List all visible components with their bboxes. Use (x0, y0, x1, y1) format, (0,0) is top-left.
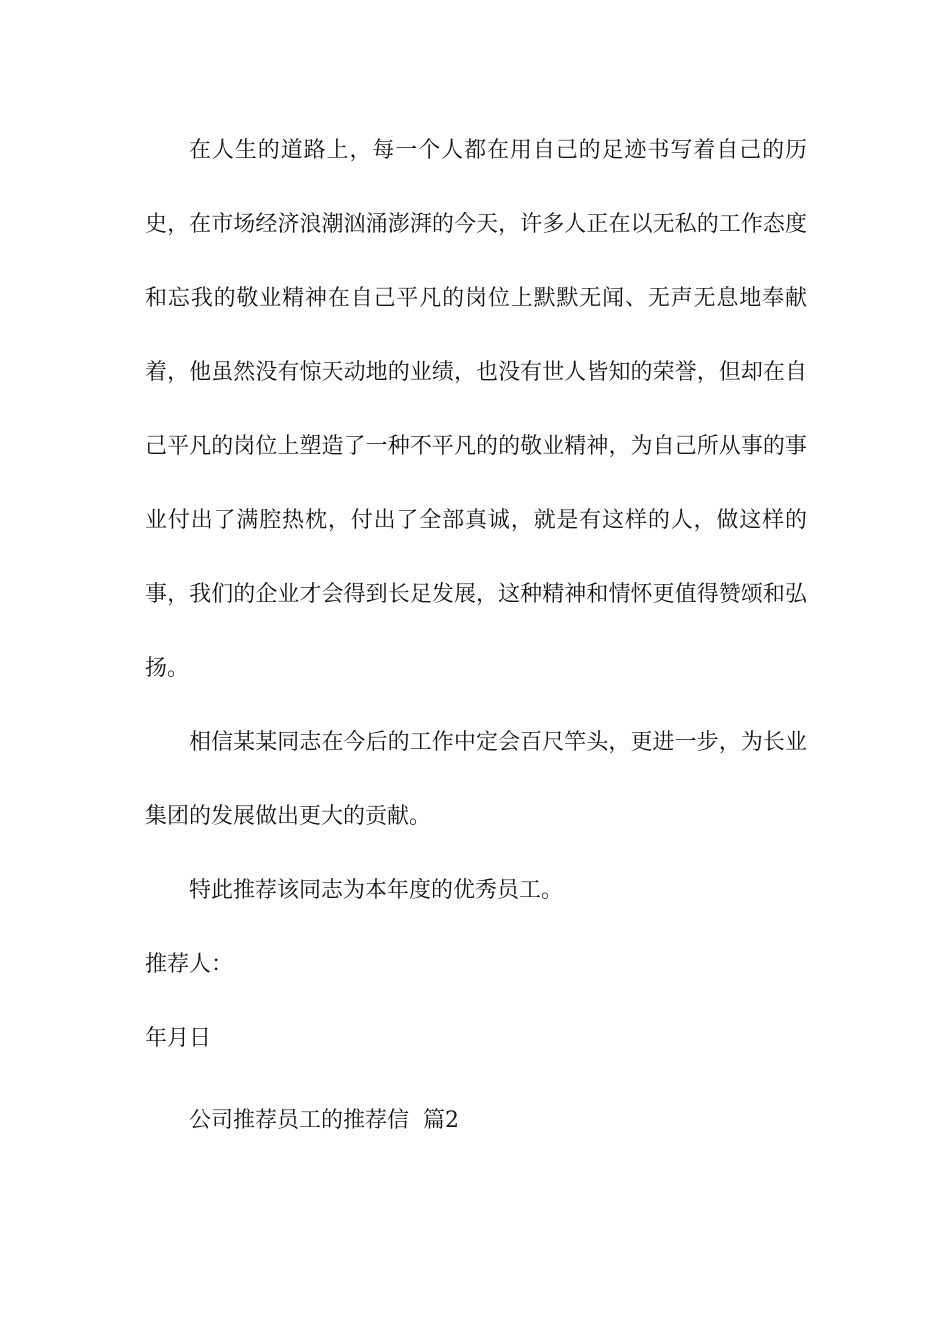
body-paragraph-2: 相信某某同志在今后的工作中定会百尺竿头，更进一步，为长业集团的发展做出更大的贡献。 (145, 730, 807, 829)
body-paragraph-3: 特此推荐该同志为本年度的优秀员工。 (189, 878, 564, 903)
date-label: 年月日 (145, 1026, 212, 1051)
recommender-label: 推荐人： (145, 952, 234, 977)
section-title: 公司推荐员工的推荐信 篇2 (189, 1108, 459, 1133)
body-paragraph-1: 在人生的道路上，每一个人都在用自己的足迹书写着自己的历史，在市场经济浪潮汹涌澎湃的今天，许多人正在以无私的工作态度和忘我的敬业精神在自己平凡的岗位上默默无闻、无声无息地奉献着，他虽然没有惊天动地的业绩，也没有世人皆知的荣誉，但却在自己平凡的岗位上塑造了一种不平凡的的敬业精神，为自己所从事的事业付出了满腔热枕，付出了全部真诚，就是有这样的人，做这样的事，我们的企业才会得到长足发展，这种精神和情怀更值得赞颂和弘扬。 (145, 138, 807, 681)
